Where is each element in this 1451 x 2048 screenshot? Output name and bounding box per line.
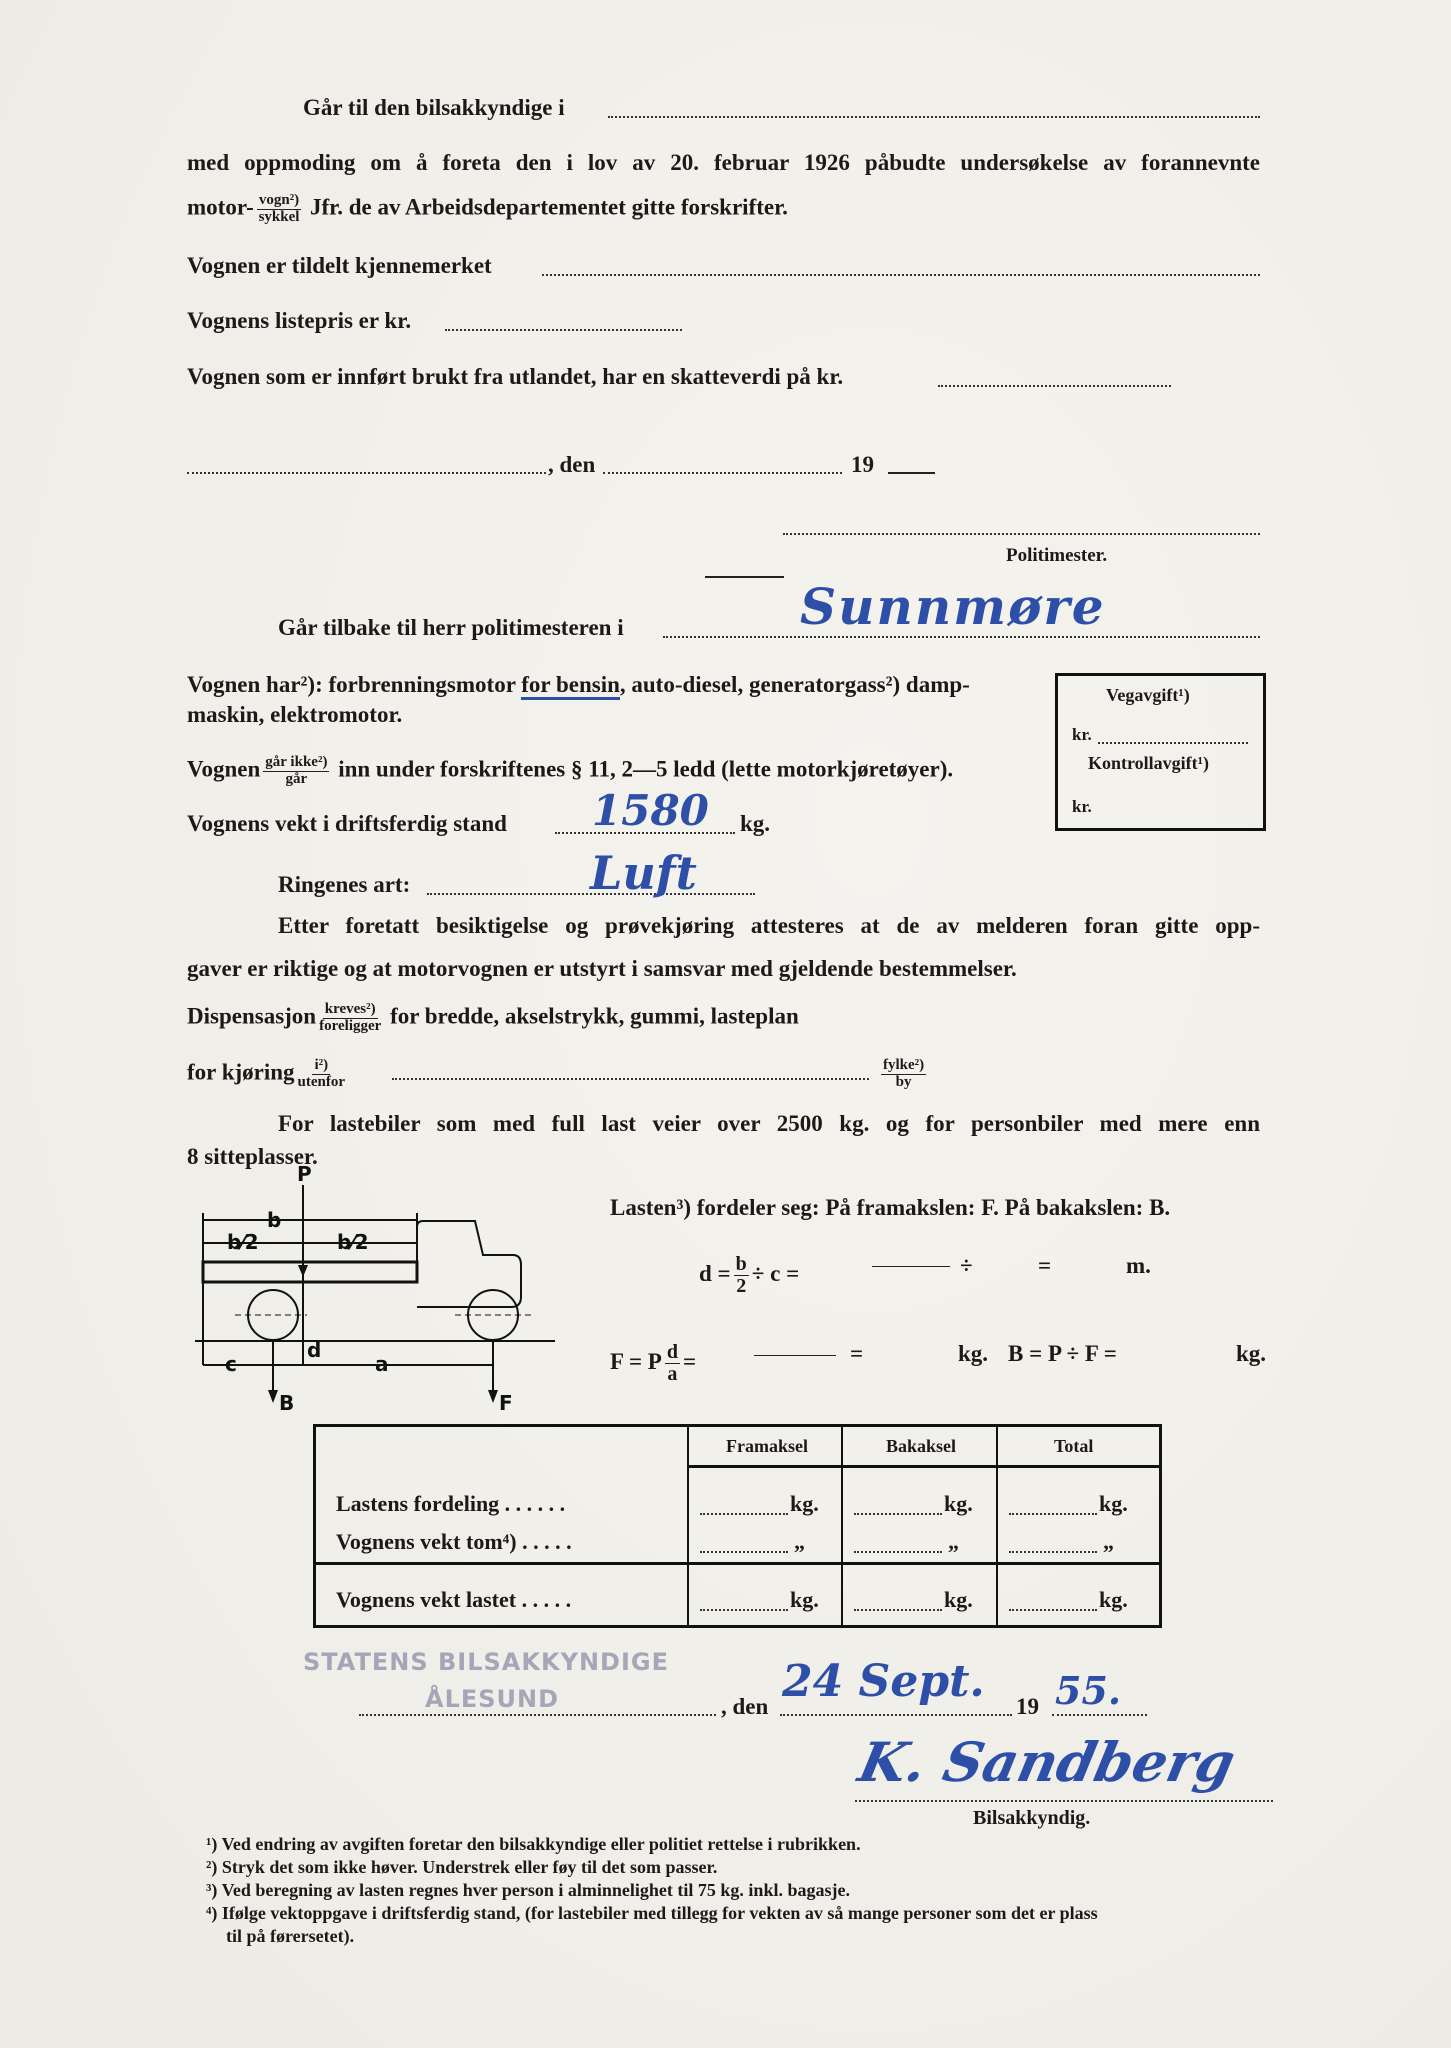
motor-type-a: Vognen har²): forbrenningsmotor xyxy=(187,672,522,697)
kjoring-field[interactable] xyxy=(392,1078,869,1080)
cell-unit: kg. xyxy=(790,1587,819,1612)
politimester-label: Politimester. xyxy=(1006,545,1108,566)
cell-unit: „ xyxy=(1103,1529,1114,1554)
col-header-bakaksel: Bakaksel xyxy=(886,1436,957,1456)
row-label-vekt-lastet: Vognens vekt lastet . . . . . xyxy=(336,1587,572,1612)
year-prefix: 19 xyxy=(851,452,874,477)
diagram-label-d: d xyxy=(307,1338,322,1362)
signature-field[interactable] xyxy=(855,1800,1273,1802)
diagram-label-fforce: F xyxy=(499,1391,513,1415)
cell-unit: kg. xyxy=(944,1587,973,1612)
row-label-lastens-fordeling: Lastens fordeling . . . . . . xyxy=(336,1491,566,1516)
motor-type-line2: maskin, elektromotor. xyxy=(187,702,403,727)
disp-prefix: Dispensasjon xyxy=(187,1003,317,1029)
cell-field[interactable] xyxy=(854,1609,942,1611)
frac-bottom: utenfor xyxy=(297,1073,346,1090)
diagram-label-b: b xyxy=(267,1208,282,1232)
frac-bottom: by xyxy=(895,1073,912,1090)
year-field[interactable] xyxy=(888,472,935,474)
politimester-signature-field[interactable] xyxy=(783,533,1260,535)
diagram-label-b-half-left: b⁄2 xyxy=(227,1230,259,1254)
motor-type-b: , auto-diesel, generatorgass²) damp- xyxy=(619,672,970,697)
cell-field[interactable] xyxy=(1009,1513,1097,1515)
cell-unit: kg. xyxy=(1099,1491,1128,1516)
dispensasjon-line xyxy=(187,1002,799,1035)
footnote-3: ³) Ved beregning av lasten regnes hver person i alminnelighet til 75 kg. inkl. bagasje. xyxy=(206,1880,850,1900)
listepris-label: Vognens listepris er kr. xyxy=(187,308,412,333)
handwritten-place: Sunnmøre xyxy=(800,577,1106,636)
load-distribution-text: Lasten³) fordeler seg: På framakslen: F. På bakakslen: B. xyxy=(610,1195,1171,1220)
kontrollavgift-kr: kr. xyxy=(1072,797,1092,816)
cell-field[interactable] xyxy=(854,1513,942,1515)
frac-top: vogn²) xyxy=(258,192,300,208)
frac-bottom: sykkel xyxy=(258,208,300,225)
motor-suffix: Jfr. de av Arbeidsdepartementet gitte forskrifter. xyxy=(309,194,788,220)
b-unit: kg. xyxy=(1236,1341,1267,1366)
load-intro-line2: 8 sitteplasser. xyxy=(187,1144,318,1169)
vekt-value: 1580 xyxy=(592,786,709,835)
truck-load-diagram xyxy=(195,1165,565,1415)
d-formula xyxy=(699,1254,799,1297)
kjennemerke-field[interactable] xyxy=(542,274,1260,276)
frac-top: kreves²) xyxy=(324,1001,376,1017)
skatteverdi-field[interactable] xyxy=(938,385,1171,387)
d-over-a xyxy=(665,1342,680,1385)
col-header-total: Total xyxy=(1054,1436,1094,1456)
gaar-fraction xyxy=(263,755,329,788)
vekt-unit: kg. xyxy=(740,811,771,836)
fylke-by xyxy=(878,1058,929,1091)
frac-top: i²) xyxy=(314,1057,329,1073)
footer-year-field[interactable] xyxy=(1052,1714,1147,1716)
diagram-label-p: P xyxy=(297,1165,312,1186)
d-formula-eq: = xyxy=(1038,1253,1052,1278)
col-header-framaksel: Framaksel xyxy=(726,1436,808,1456)
den-label: , den xyxy=(548,452,596,477)
bilsakkyndige-field[interactable] xyxy=(608,116,1260,118)
forskrift-line xyxy=(187,755,953,788)
diagram-label-b-half-right: b⁄2 xyxy=(337,1230,369,1254)
vekt-label: Vognens vekt i driftsferdig stand xyxy=(187,811,507,836)
cell-unit: kg. xyxy=(1099,1587,1128,1612)
vegavgift-kr: kr. xyxy=(1072,725,1092,744)
date-field[interactable] xyxy=(603,472,842,474)
attest-line2: gaver er riktige og at motorvognen er utstyrt i samsvar med gjeldende bestemmelser. xyxy=(187,956,1017,981)
f-formula-prefix: F = P xyxy=(610,1348,662,1374)
cell-unit: kg. xyxy=(790,1491,819,1516)
frac-bottom: foreligger xyxy=(319,1017,382,1034)
stamp-line2: ÅLESUND xyxy=(425,1685,560,1713)
motor-type-selected: for bensin xyxy=(521,672,620,700)
vegavgift-field[interactable] xyxy=(1098,742,1248,744)
b-formula: B = P ÷ F = xyxy=(1008,1341,1117,1366)
footer-place-field[interactable] xyxy=(359,1714,716,1716)
frac-bottom: går xyxy=(285,770,308,787)
attest-line1: Etter foretatt besiktigelse og prøvekjøring attesteres at de av melderen foran gitte opp- xyxy=(278,913,1260,938)
col-divider xyxy=(996,1427,998,1625)
cell-unit: kg. xyxy=(944,1491,973,1516)
col-divider xyxy=(841,1427,843,1625)
cell-field[interactable] xyxy=(700,1513,788,1515)
ringer-label: Ringenes art: xyxy=(278,872,411,897)
footer-date-field[interactable] xyxy=(780,1714,1012,1716)
cell-field[interactable] xyxy=(700,1551,788,1553)
col-divider xyxy=(687,1427,689,1625)
vegavgift-label: Vegavgift¹) xyxy=(1106,685,1190,705)
fee-box xyxy=(1055,673,1266,831)
footer-year-prefix: 19 xyxy=(1016,1694,1039,1719)
disp-suffix: for bredde, akselstrykk, gummi, lasteplan xyxy=(390,1003,799,1029)
footnote-1: ¹) Ved endring av avgiften foretar den bilsakkyndige eller politiet rettelse i rubrikken. xyxy=(206,1834,861,1854)
row-label-vekt-tom: Vognens vekt tom⁴) . . . . . xyxy=(336,1529,572,1554)
motor-line xyxy=(187,193,788,226)
footnote-4-cont: til på førersetet). xyxy=(226,1926,355,1946)
f-fraction-line xyxy=(754,1355,836,1356)
diagram-label-bforce: B xyxy=(279,1391,295,1415)
diagram-label-a: a xyxy=(375,1352,389,1376)
f-formula-eq: = xyxy=(682,1348,697,1374)
vogn-sykkel-fraction xyxy=(257,193,301,226)
cell-field[interactable] xyxy=(1009,1609,1097,1611)
d-formula-prefix: d = xyxy=(699,1260,731,1286)
frac-bottom: a xyxy=(667,1363,678,1385)
kjennemerke-label: Vognen er tildelt kjennemerket xyxy=(187,253,492,278)
cell-unit: „ xyxy=(948,1529,959,1554)
signature: K. Sandberg xyxy=(853,1730,1241,1794)
d-formula-mid: ÷ c = xyxy=(751,1260,800,1286)
divider xyxy=(705,576,784,578)
frac-top: fylke²) xyxy=(883,1057,925,1073)
footer-year-handwritten: 55. xyxy=(1055,1668,1122,1713)
place-field[interactable] xyxy=(187,472,546,474)
return-label: Går tilbake til herr politimesteren i xyxy=(278,615,624,640)
vognen-suffix: inn under forskriftenes § 11, 2—5 ledd (lette motorkjøretøyer). xyxy=(338,756,954,782)
f-unit: kg. xyxy=(958,1341,989,1366)
listepris-field[interactable] xyxy=(445,329,682,331)
frac-top: b xyxy=(735,1253,747,1275)
cell-field[interactable] xyxy=(854,1551,942,1553)
skatteverdi-label: Vognen som er innført brukt fra utlandet, har en skatteverdi på kr. xyxy=(187,364,844,389)
motor-type-line xyxy=(187,673,970,696)
b-over-2 xyxy=(734,1254,749,1297)
total-rule xyxy=(316,1562,1159,1565)
ringer-value: Luft xyxy=(590,846,697,900)
kjoring-prefix: for kjøring xyxy=(187,1059,295,1085)
frac-top: går ikke²) xyxy=(265,754,328,770)
d-unit: m. xyxy=(1126,1253,1151,1278)
fylke-by-fraction xyxy=(881,1058,926,1091)
d-formula-div: ÷ xyxy=(960,1253,973,1278)
signer-label: Bilsakkyndig. xyxy=(973,1807,1091,1829)
f-formula-eq2: = xyxy=(850,1341,864,1366)
cell-field[interactable] xyxy=(700,1609,788,1611)
load-intro-line1: For lastebiler som med full last veier over 2500 kg. og for personbiler med mere enn xyxy=(278,1111,1260,1136)
footnote-4: ⁴) Ifølge vektoppgave i driftsferdig stand, (for lastebiler med tillegg for vekten av så mange personer som det er plass xyxy=(206,1903,1098,1923)
kreves-fraction xyxy=(319,1002,381,1035)
header-rule xyxy=(687,1465,1159,1468)
frac-bottom: 2 xyxy=(736,1275,747,1297)
cell-field[interactable] xyxy=(1009,1551,1097,1553)
stamp-line1: STATENS BILSAKKYNDIGE xyxy=(303,1648,669,1676)
diagram-label-c: c xyxy=(225,1352,237,1376)
footer-date-handwritten: 24 Sept. xyxy=(782,1656,985,1707)
footer-den-label: , den xyxy=(721,1694,769,1719)
kjoring-line xyxy=(187,1058,348,1091)
frac-top: d xyxy=(666,1341,678,1363)
return-place-field[interactable] xyxy=(663,636,1260,638)
i-utenfor-fraction xyxy=(298,1058,346,1091)
footnote-2: ²) Stryk det som ikke høver. Understrek eller føy til det som passer. xyxy=(206,1857,718,1877)
kontrollavgift-label: Kontrollavgift¹) xyxy=(1088,753,1210,773)
request-text: med oppmoding om å foreta den i lov av 20. februar 1926 påbudte undersøkelse av forannevnte xyxy=(187,150,1260,175)
cell-unit: „ xyxy=(794,1529,805,1554)
bilsakkyndige-label: Går til den bilsakkyndige i xyxy=(303,95,565,120)
weight-table xyxy=(313,1424,1162,1628)
vognen-prefix: Vognen xyxy=(187,756,261,782)
d-fraction-line xyxy=(872,1266,950,1267)
motor-prefix: motor- xyxy=(187,194,254,220)
f-formula xyxy=(610,1342,696,1385)
